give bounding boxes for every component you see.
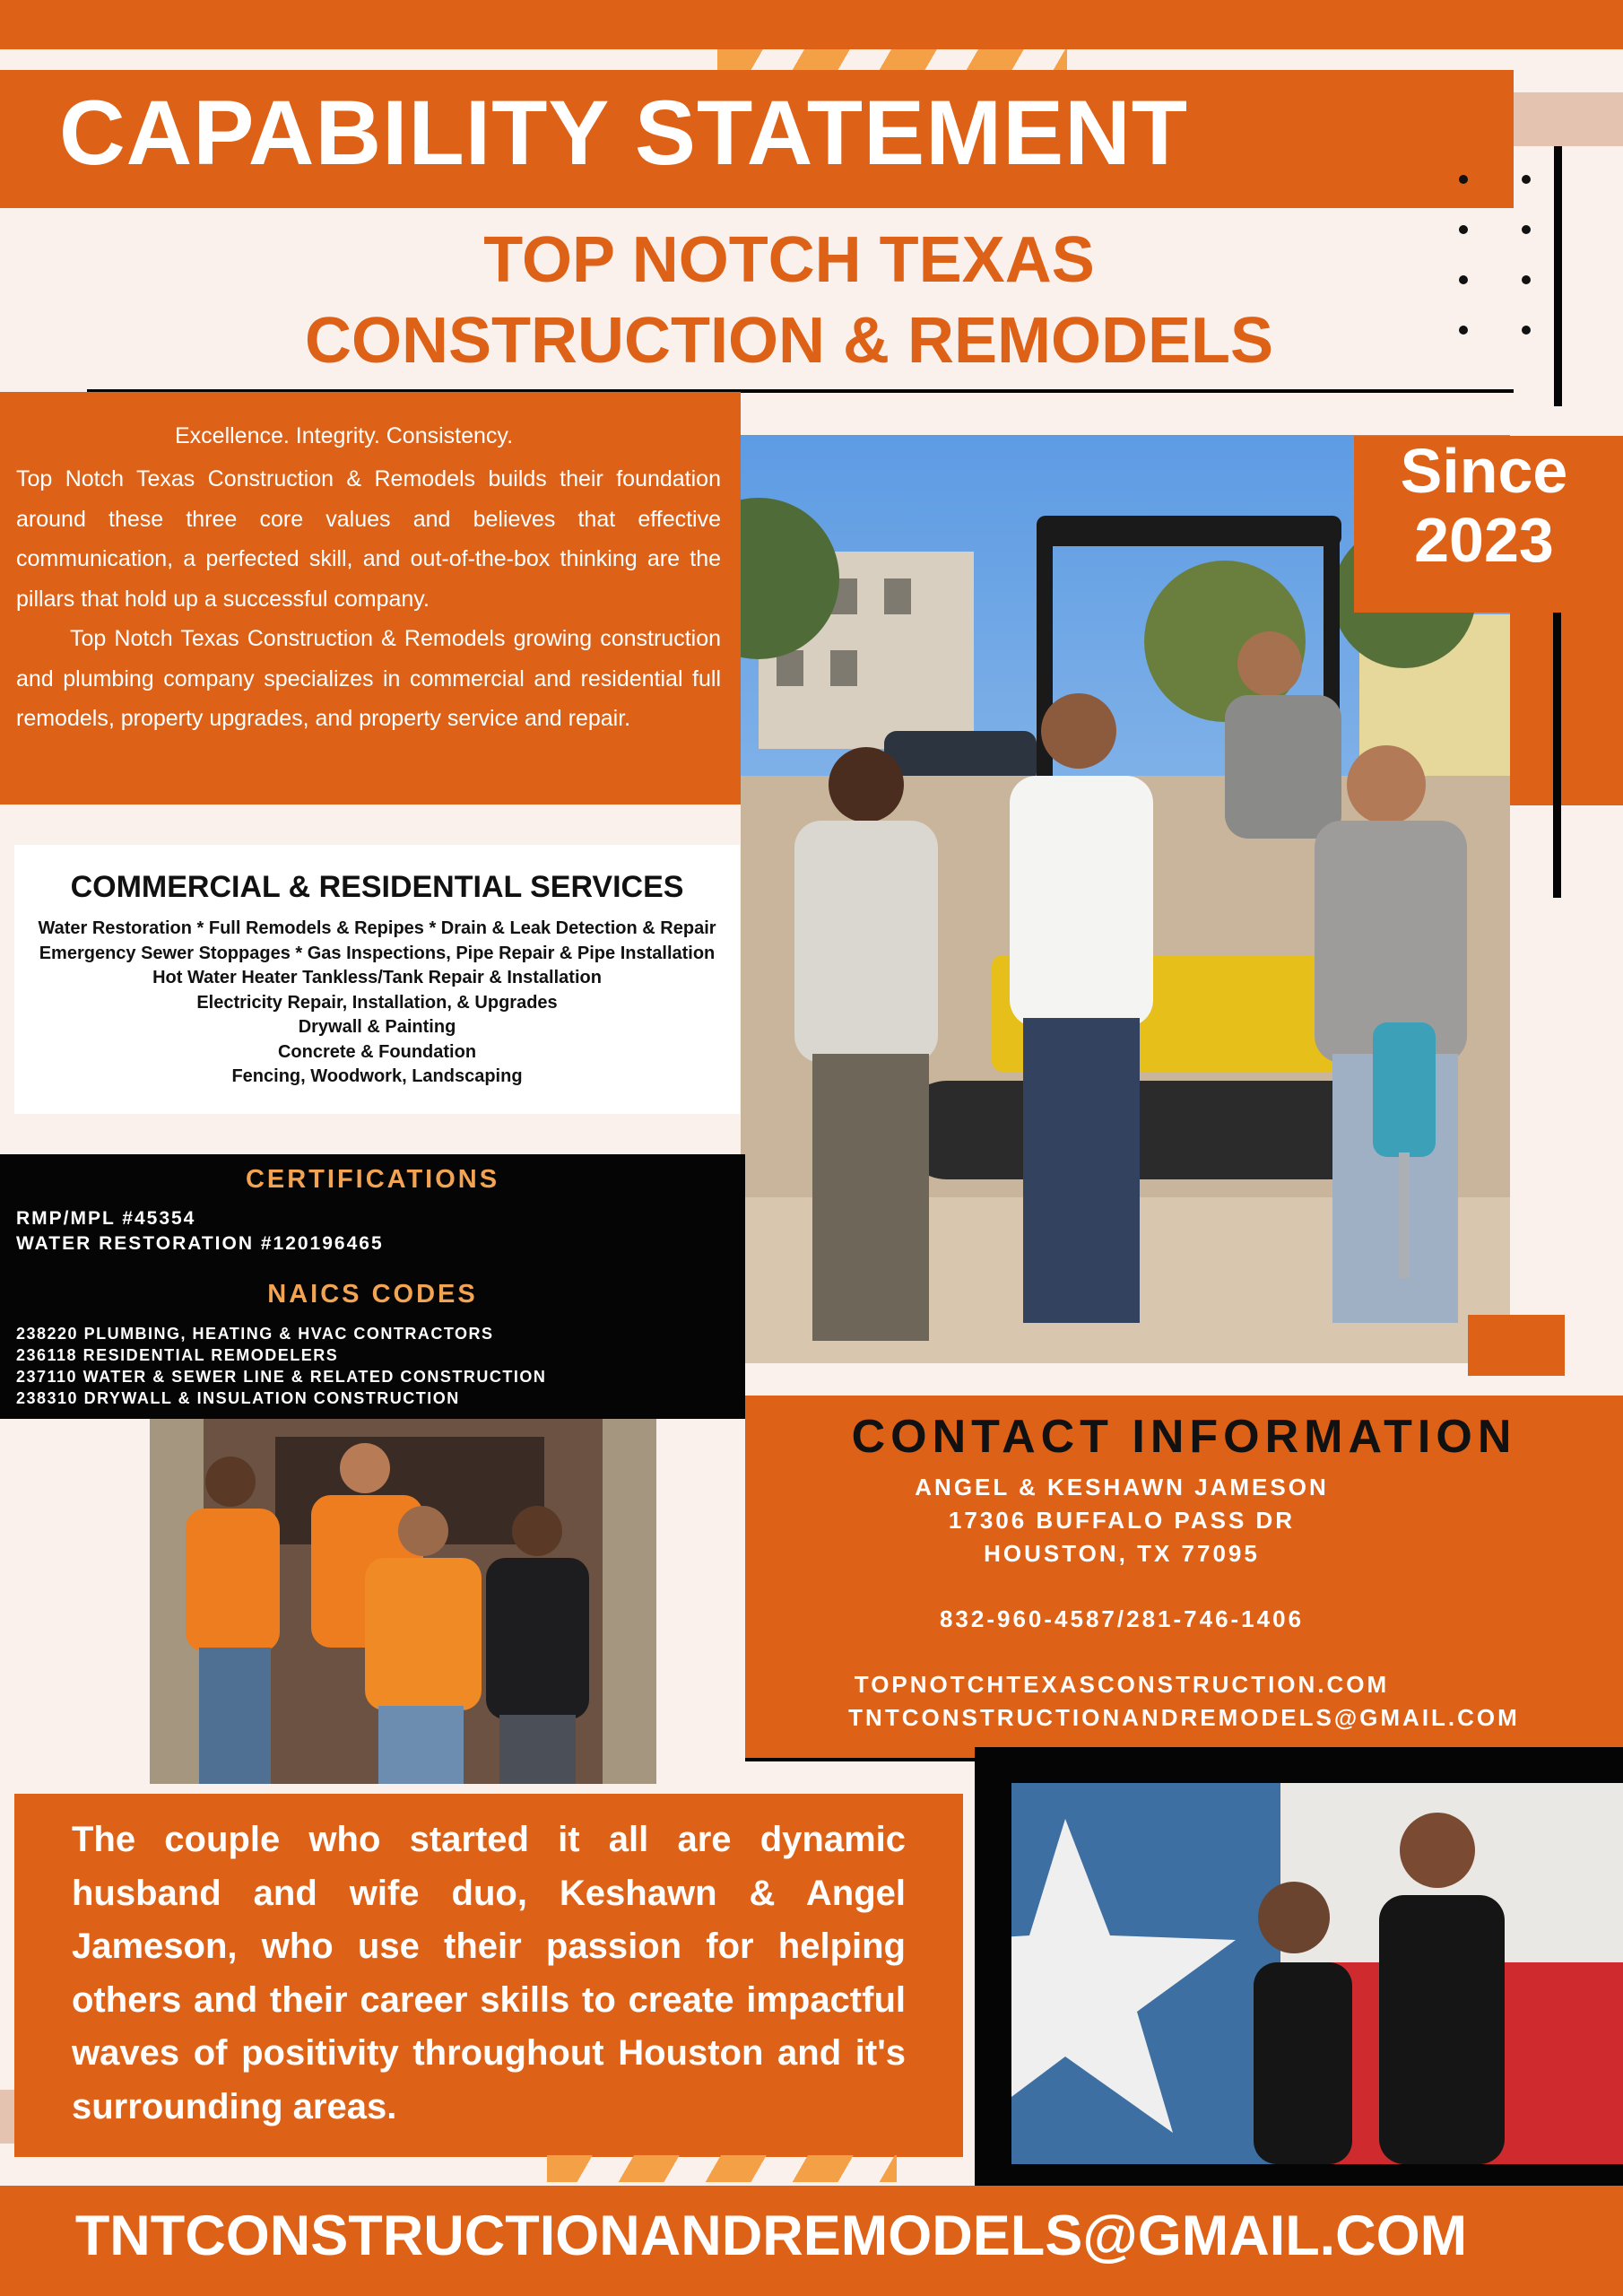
footer-email-link[interactable]: TNTCONSTRUCTIONANDREMODELS@GMAIL.COM: [74, 2205, 1468, 2267]
company-name-line-2: CONSTRUCTION & REMODELS: [305, 305, 1273, 377]
company-name-line-1: TOP NOTCH TEXAS: [483, 224, 1095, 296]
core-values-motto: Excellence. Integrity. Consistency.: [175, 423, 514, 448]
top-band: [0, 0, 1623, 49]
service-item: Water Restoration * Full Remodels & Repipes * Drain & Leak Detection & Repair: [38, 918, 716, 938]
founding-year: 2023: [1414, 505, 1554, 575]
contact-city: HOUSTON, TX 77095: [984, 1540, 1260, 1567]
decorative-tan-tab: [0, 2090, 14, 2144]
service-item: Emergency Sewer Stoppages * Gas Inspections, Pipe Repair & Pipe Installation: [39, 943, 716, 963]
page-title: CAPABILITY STATEMENT: [59, 82, 1189, 184]
naics-code-item: 236118 RESIDENTIAL REMODELERS: [16, 1346, 339, 1364]
certifications-title: CERTIFICATIONS: [245, 1165, 500, 1194]
intro-text: [16, 459, 721, 739]
decorative-tan-block: [1514, 92, 1623, 146]
services-list: [14, 917, 740, 1090]
naics-code-item: 237110 WATER & SEWER LINE & RELATED CONSTRUCTION: [16, 1368, 547, 1386]
service-item: Electricity Repair, Installation, & Upgrades: [196, 992, 558, 1013]
contact-street: 17306 BUFFALO PASS DR: [948, 1507, 1296, 1534]
divider-line: [745, 1758, 978, 1761]
service-item: Concrete & Foundation: [277, 1041, 477, 1062]
since-label: Since: [1400, 436, 1568, 506]
service-item: Fencing, Woodwork, Landscaping: [231, 1066, 523, 1086]
certification-item: RMP/MPL #45354: [16, 1208, 196, 1229]
decorative-stripes-top: [717, 49, 1067, 71]
decorative-orange-square: [1468, 1315, 1565, 1376]
certification-item: WATER RESTORATION #120196465: [16, 1233, 384, 1254]
contact-names: ANGEL & KESHAWN JAMESON: [915, 1474, 1329, 1500]
company-name: [179, 220, 1399, 381]
decorative-orange-block: [1510, 613, 1623, 805]
decorative-dot-grid: [1453, 166, 1533, 345]
since-year: [1354, 437, 1614, 575]
decorative-vertical-line: [1554, 146, 1562, 406]
contact-phone[interactable]: 832-960-4587/281-746-1406: [939, 1605, 1305, 1632]
naics-title: NAICS CODES: [267, 1280, 478, 1309]
intro-paragraph-1: Top Notch Texas Construction & Remodels builds their foundation around these three core values and believes that effective communication, a perfected skill, and out-of-the-box thinking are the pillars that hold up a successful company.: [16, 466, 721, 612]
contact-website-link[interactable]: TOPNOTCHTEXASCONSTRUCTION.COM: [854, 1671, 1390, 1698]
naics-code-item: 238220 PLUMBING, HEATING & HVAC CONTRACTORS: [16, 1325, 494, 1343]
naics-code-item: 238310 DRYWALL & INSULATION CONSTRUCTION: [16, 1389, 460, 1407]
service-item: Drywall & Painting: [298, 1017, 456, 1037]
founders-bio-text: The couple who started it all are dynamic husband and wife duo, Keshawn & Angel Jameson, who use their passion for helping others and their career skills to create impactful waves of positivity throughout Houston and it's surrounding areas.: [72, 1820, 906, 2126]
decorative-vertical-line: [1553, 613, 1561, 898]
contact-title: CONTACT INFORMATION: [851, 1411, 1517, 1463]
crew-photo: [150, 1419, 656, 1784]
intro-paragraph-2: Top Notch Texas Construction & Remodels growing construction and plumbing company specializes in commercial and residential full remodels, property upgrades, and property service and repair.: [16, 626, 721, 731]
decorative-stripes-bottom: [547, 2155, 897, 2182]
services-title: COMMERCIAL & RESIDENTIAL SERVICES: [70, 870, 684, 904]
certifications-panel: [0, 1154, 745, 1419]
contact-email-link[interactable]: TNTCONSTRUCTIONANDREMODELS@GMAIL.COM: [848, 1704, 1520, 1731]
founders-photo: [1011, 1783, 1623, 2164]
service-item: Hot Water Heater Tankless/Tank Repair & Installation: [152, 968, 602, 987]
